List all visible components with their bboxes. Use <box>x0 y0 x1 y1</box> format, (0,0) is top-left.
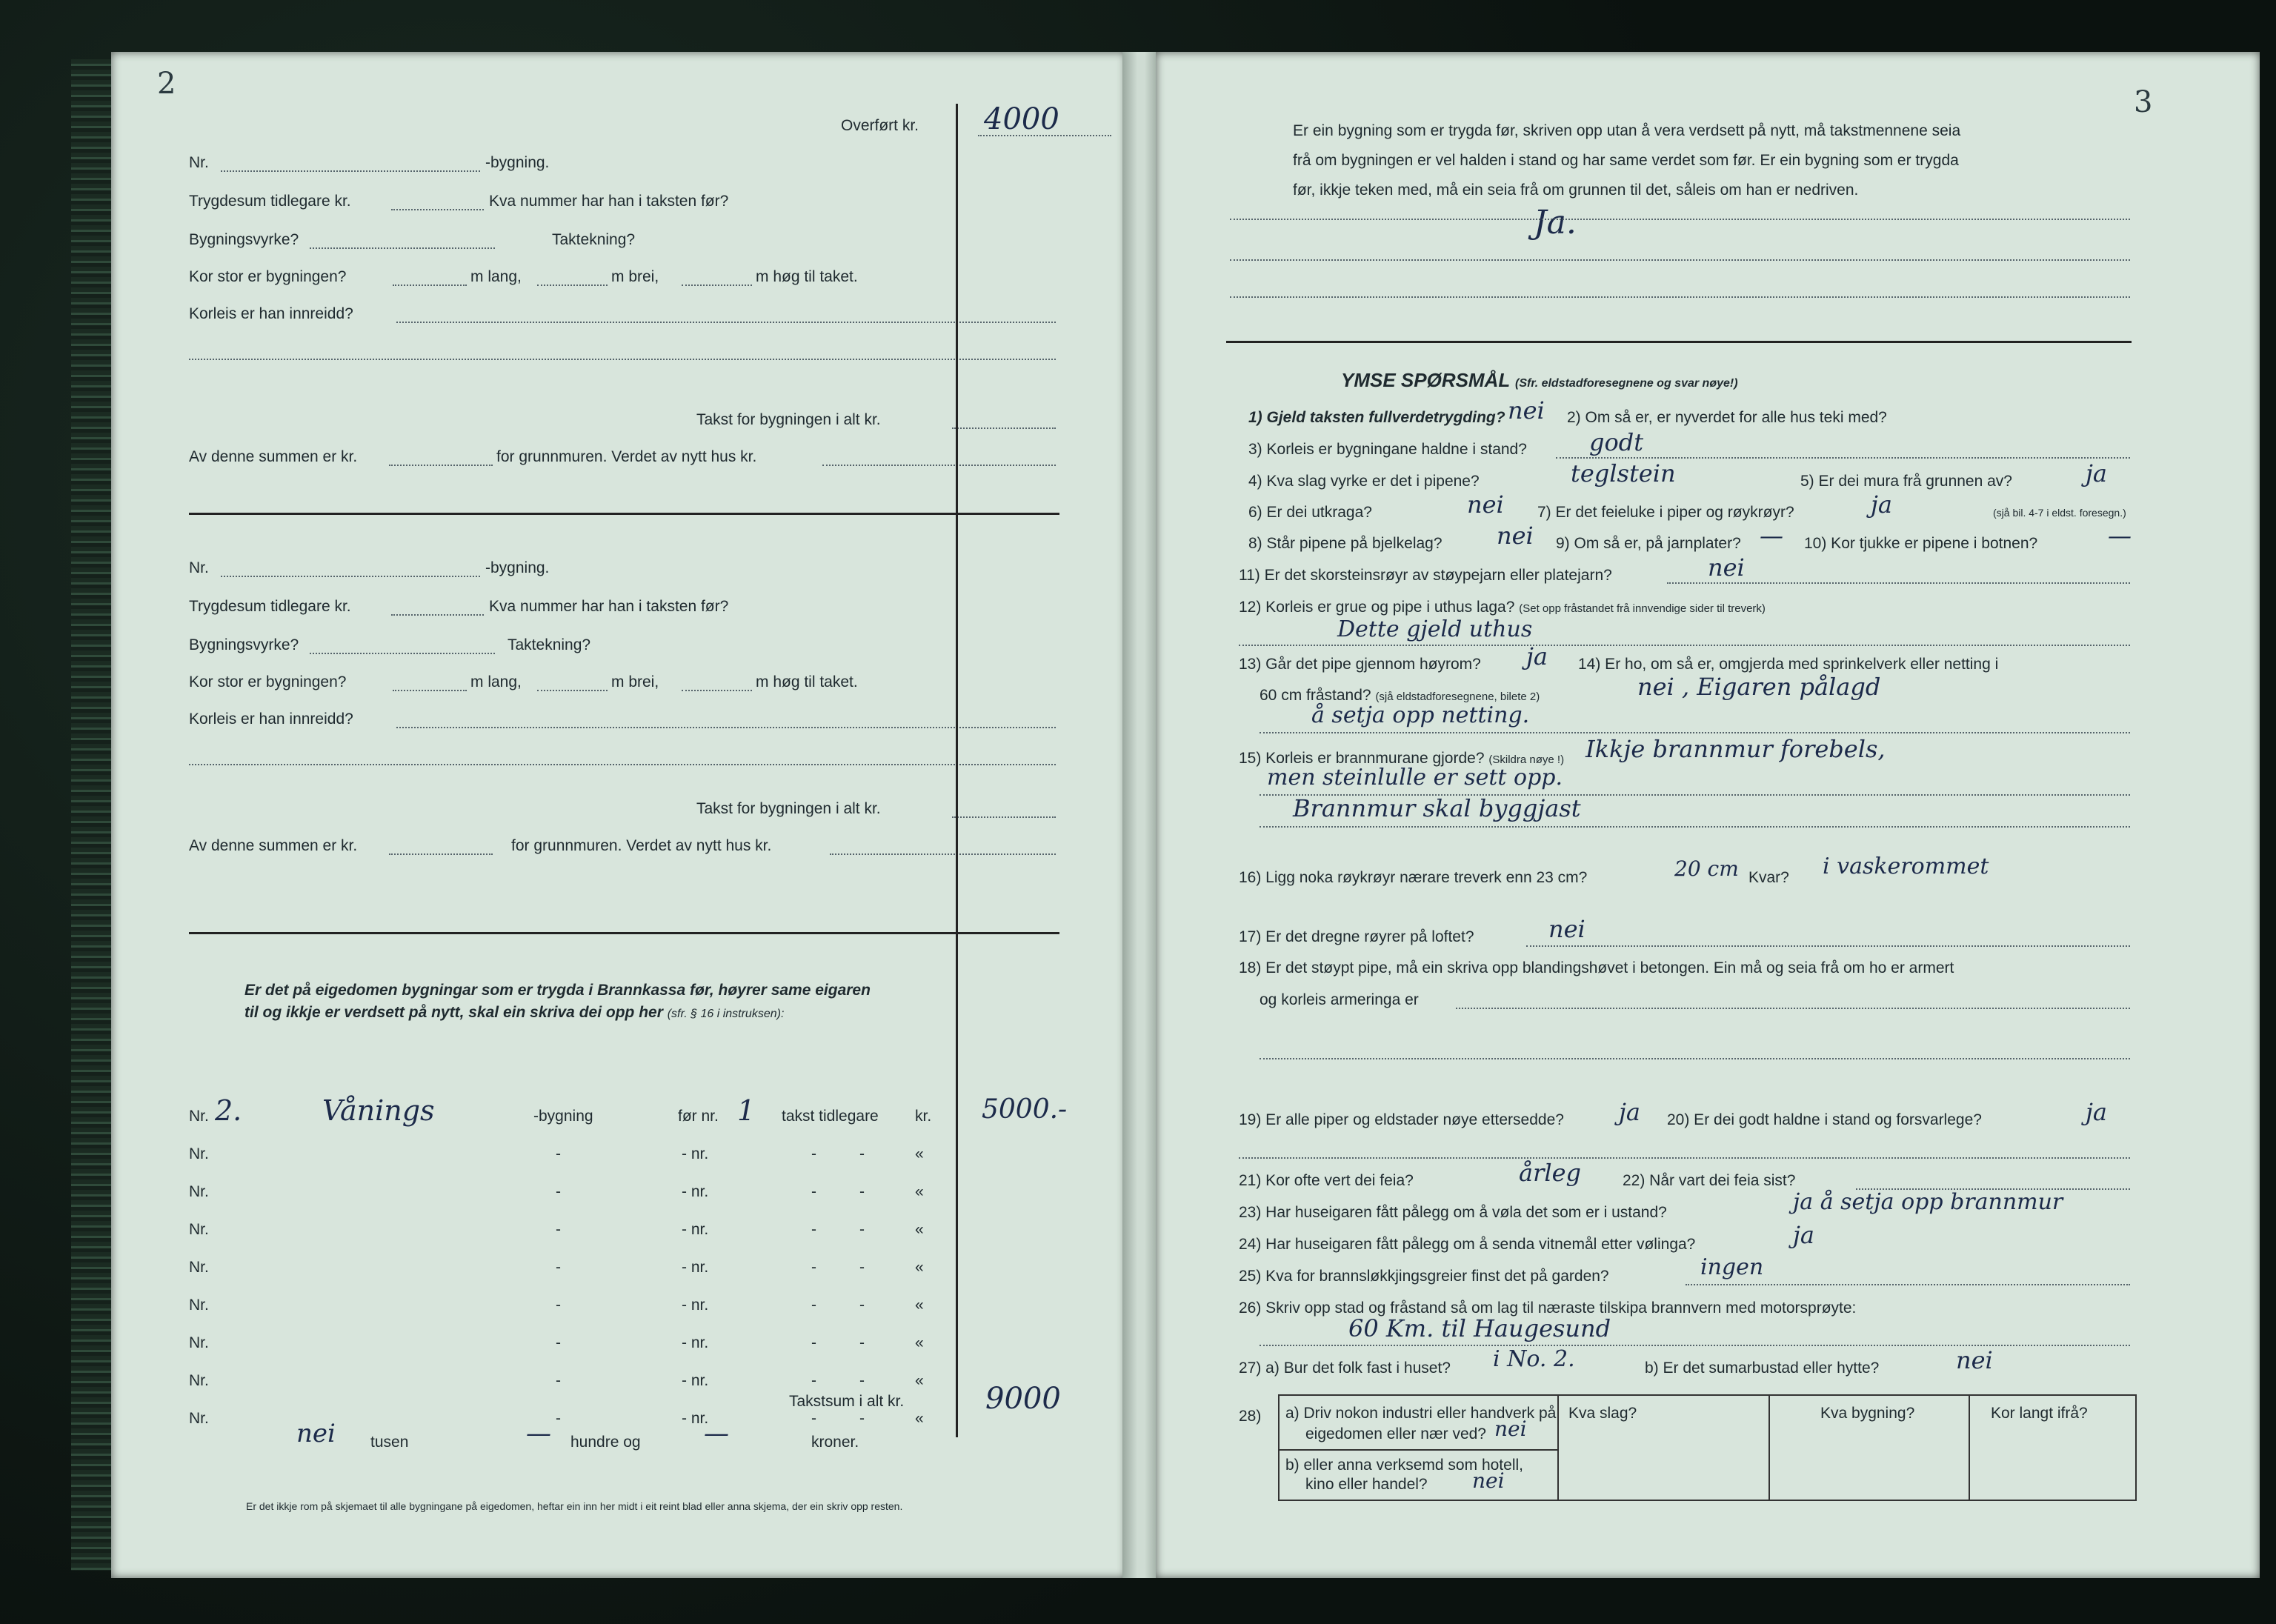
tusen-value: nei <box>296 1419 336 1448</box>
row-dash: - <box>811 1372 816 1389</box>
a21: årleg <box>1519 1159 1582 1187</box>
row-nr-label: Nr. <box>189 1145 209 1162</box>
b2-m-lang: m lang, <box>470 673 522 690</box>
b1-kva-nummer: Kva nummer har han i taksten før? <box>489 193 729 210</box>
a13: ja <box>1526 642 1548 670</box>
b1-m-hog: m høg til taket. <box>756 268 858 285</box>
a17: nei <box>1548 915 1585 943</box>
b2-nr: Nr. <box>189 559 209 576</box>
right-page <box>1156 52 2260 1578</box>
b1-m-brei: m brei, <box>611 268 659 285</box>
row-dash: - <box>859 1297 865 1314</box>
row-nr-label: Nr. <box>189 1183 209 1200</box>
row-dash: - <box>811 1334 816 1351</box>
q25: 25) Kva for brannsløkkjingsgreier finst det på garden? <box>1239 1268 1609 1285</box>
b2-kor-stor: Kor stor er bygningen? <box>189 673 347 690</box>
q18: 18) Er det støypt pipe, må ein skriva opp blandingshøvet i betongen. Ein må og seia frå om ho er armert <box>1239 959 1954 976</box>
col-kva-slag: Kva slag? <box>1568 1405 1637 1422</box>
row-bygning-label: -bygning <box>533 1108 593 1125</box>
b2-grunnmur: for grunnmuren. Verdet av nytt hus kr. <box>511 837 772 854</box>
row-nr-label: Nr. <box>189 1108 209 1125</box>
row-nr-label: Nr. <box>189 1297 209 1314</box>
intro-line-1: Er ein bygning som er trygda før, skriven opp utan å vera verdsett på nytt, må takstmennene seia <box>1293 122 1961 139</box>
row-nr-short: - nr. <box>682 1259 709 1276</box>
page-number-right: 3 <box>2134 85 2153 119</box>
row-quote: « <box>915 1297 924 1314</box>
a16b: i vaskerommet <box>1823 853 1989 879</box>
row-quote: « <box>915 1372 924 1389</box>
a3: godt <box>1589 428 1644 456</box>
b1-m-lang: m lang, <box>470 268 522 285</box>
a14b: å setja opp netting. <box>1311 702 1530 728</box>
b2-bygning: -bygning. <box>485 559 550 576</box>
row-quote: « <box>915 1334 924 1351</box>
row-nr-short: - nr. <box>682 1334 709 1351</box>
q14: 14) Er ho, om så er, omgjerda med sprinkelverk eller netting i <box>1578 656 1999 673</box>
row-quote: « <box>915 1410 924 1427</box>
b2-av-denne: Av denne summen er kr. <box>189 837 358 854</box>
kroner-value: — <box>704 1419 729 1448</box>
q13: 13) Går det pipe gjennom høyrom? <box>1239 656 1481 673</box>
intro-answer: Ja. <box>1534 204 1577 242</box>
q27b: b) Er det sumarbustad eller hytte? <box>1645 1360 1880 1377</box>
col-kor-langt: Kor langt ifrå? <box>1991 1405 2088 1422</box>
divider-2 <box>189 932 1059 934</box>
hundre-value: — <box>526 1419 551 1448</box>
q28b-line1: b) eller anna verksemd som hotell, <box>1285 1457 1523 1474</box>
q7-note: (sjå bil. 4-7 i eldst. foresegn.) <box>1993 507 2126 519</box>
q28-number: 28) <box>1239 1408 1262 1425</box>
b2-m-hog: m høg til taket. <box>756 673 858 690</box>
row-dash: - <box>556 1145 561 1162</box>
a10: — <box>2108 522 2132 550</box>
row-nr-label: Nr. <box>189 1372 209 1389</box>
q28a-line1: a) Driv nokon industri eller handverk på <box>1285 1405 1557 1422</box>
q2: 2) Om så er, er nyverdet for alle hus teki med? <box>1567 409 1887 426</box>
row-dash: - <box>859 1145 865 1162</box>
row-nr-value: 2. <box>215 1094 242 1127</box>
q6: 6) Er dei utkraga? <box>1248 504 1372 521</box>
row-nr-short: - nr. <box>682 1372 709 1389</box>
row-dash: - <box>859 1334 865 1351</box>
b1-trygdesum: Trygdesum tidlegare kr. <box>189 193 351 210</box>
row-nr-short: - nr. <box>682 1145 709 1162</box>
a14: nei , Eigaren pålagd <box>1637 673 1881 701</box>
row-nr-label: Nr. <box>189 1410 209 1427</box>
q22: 22) Når vart dei feia sist? <box>1623 1172 1796 1189</box>
overfort-value: 4000 <box>984 102 1059 136</box>
q14b: 60 cm fråstand? (sjå eldstadforesegnene, bilete 2) <box>1260 687 1540 704</box>
row-dash: - <box>859 1410 865 1427</box>
q8: 8) Står pipene på bjelkelag? <box>1248 535 1443 552</box>
a15c: Brannmur skal byggjast <box>1293 794 1581 822</box>
row-dash: - <box>859 1259 865 1276</box>
b1-bygning: -bygning. <box>485 154 550 171</box>
a8: nei <box>1497 522 1534 550</box>
kroner-label: kroner. <box>811 1434 859 1451</box>
q1: 1) Gjeld taksten fullverdetrygding? <box>1248 409 1505 426</box>
a7: ja <box>1871 490 1892 519</box>
b1-takst: Takst for bygningen i alt kr. <box>696 411 881 428</box>
a19: ja <box>1619 1098 1640 1126</box>
b2-trygdesum: Trygdesum tidlegare kr. <box>189 598 351 615</box>
a5: ja <box>2086 459 2107 487</box>
left-page <box>111 52 1126 1578</box>
footer-note: Er det ikkje rom på skjemaet til alle bygningane på eigedomen, heftar ein inn her midt i eit reint blad eller anna skjema, der ein skriv opp resten. <box>246 1500 903 1512</box>
row-dash: - <box>859 1372 865 1389</box>
row-dash: - <box>556 1297 561 1314</box>
q28-table <box>1278 1394 2137 1501</box>
row-takst-label: takst tidlegare <box>782 1108 879 1125</box>
a26: 60 Km. til Haugesund <box>1348 1314 1611 1342</box>
a20: ja <box>2086 1098 2107 1126</box>
row-name-value: Vånings <box>322 1094 435 1127</box>
q7: 7) Er det feieluke i piper og røykrøyr? <box>1537 504 1794 521</box>
b2-takst: Takst for bygningen i alt kr. <box>696 800 881 817</box>
row-for-nr-label: før nr. <box>678 1108 719 1125</box>
a25: ingen <box>1700 1254 1764 1280</box>
row-dash: - <box>811 1183 816 1200</box>
row-quote: « <box>915 1183 924 1200</box>
row-kr-label: kr. <box>915 1108 932 1125</box>
b1-nr: Nr. <box>189 154 209 171</box>
b1-vyrke: Bygningsvyrke? <box>189 231 299 248</box>
a27b: nei <box>1956 1346 1993 1374</box>
q10: 10) Kor tjukke er pipene i botnen? <box>1804 535 2038 552</box>
q18b: og korleis armeringa er <box>1260 991 1419 1008</box>
a23: ja å setja opp brannmur <box>1793 1189 2063 1215</box>
q26: 26) Skriv opp stad og fråstand så om lag til næraste tilskipa brannvern med motorsprøyte: <box>1239 1299 1857 1317</box>
book-spine <box>1122 52 1159 1578</box>
divider-1 <box>189 513 1059 515</box>
row-dash: - <box>811 1145 816 1162</box>
row-dash: - <box>556 1334 561 1351</box>
row-quote: « <box>915 1259 924 1276</box>
q19: 19) Er alle piper og eldstader nøye ettersedde? <box>1239 1111 1564 1128</box>
row-dash: - <box>859 1221 865 1238</box>
row-nr-short: - nr. <box>682 1410 709 1427</box>
marbled-edge <box>71 59 113 1571</box>
q5: 5) Er dei mura frå grunnen av? <box>1800 473 2012 490</box>
q9: 9) Om så er, på jarnplater? <box>1556 535 1741 552</box>
q16: 16) Ligg noka røykrøyr nærare treverk enn 23 cm? <box>1239 869 1588 886</box>
amount-column-line <box>956 104 958 1437</box>
a4: teglstein <box>1571 459 1676 487</box>
row-dash: - <box>811 1297 816 1314</box>
row-dash: - <box>811 1221 816 1238</box>
a28a: nei <box>1494 1417 1527 1441</box>
row-dash: - <box>556 1259 561 1276</box>
b1-av-denne: Av denne summen er kr. <box>189 448 358 465</box>
b2-taktekning: Taktekning? <box>508 636 591 653</box>
a15b: men steinlulle er sett opp. <box>1267 765 1563 791</box>
b1-innreidd: Korleis er han innreidd? <box>189 305 353 322</box>
q23: 23) Har huseigaren fått pålegg om å vøla det som er i ustand? <box>1239 1204 1667 1221</box>
a9: — <box>1760 522 1783 550</box>
a27: i No. 2. <box>1493 1346 1575 1372</box>
row-for-nr-value: 1 <box>737 1094 756 1127</box>
b1-grunnmur: for grunnmuren. Verdet av nytt hus kr. <box>496 448 757 465</box>
b1-kor-stor: Kor stor er bygningen? <box>189 268 347 285</box>
col-kva-bygning: Kva bygning? <box>1820 1405 1915 1422</box>
q17: 17) Er det dregne røyrer på loftet? <box>1239 928 1474 945</box>
intro-line-2: frå om bygningen er vel halden i stand og har same verdet som før. Er ein bygning som er trygda <box>1293 152 1959 169</box>
a11: nei <box>1708 553 1745 582</box>
row-nr-label: Nr. <box>189 1221 209 1238</box>
a16: 20 cm <box>1674 856 1739 881</box>
row-quote: « <box>915 1221 924 1238</box>
list-intro-2: til og ikkje er verdsett på nytt, skal ein skriva dei opp her (sfr. § 16 i instruksen): <box>244 1004 785 1021</box>
a1: nei <box>1508 396 1545 425</box>
q16b: Kvar? <box>1748 869 1789 886</box>
row-dash: - <box>811 1259 816 1276</box>
row-dash: - <box>556 1372 561 1389</box>
b2-innreidd: Korleis er han innreidd? <box>189 710 353 728</box>
row-dash: - <box>556 1183 561 1200</box>
q4: 4) Kva slag vyrke er det i pipene? <box>1248 473 1480 490</box>
a28b: nei <box>1472 1468 1505 1493</box>
q28a-line2: eigedomen eller nær ved? <box>1305 1425 1486 1442</box>
b2-vyrke: Bygningsvyrke? <box>189 636 299 653</box>
right-divider <box>1226 341 2132 343</box>
q20: 20) Er dei godt haldne i stand og forsvarlege? <box>1667 1111 1982 1128</box>
a24: ja <box>1793 1221 1814 1249</box>
tusen-label: tusen <box>370 1434 409 1451</box>
takstsum-value: 9000 <box>985 1382 1061 1416</box>
row-dash: - <box>556 1221 561 1238</box>
q21: 21) Kor ofte vert dei feia? <box>1239 1172 1414 1189</box>
ymse-heading: YMSE SPØRSMÅL (Sfr. eldstadforesegnene og svar nøye!) <box>1341 369 1738 391</box>
a6: nei <box>1467 490 1504 519</box>
row-nr-short: - nr. <box>682 1183 709 1200</box>
row-dash: - <box>556 1410 561 1427</box>
row-dash: - <box>811 1410 816 1427</box>
list-intro-1: Er det på eigedomen bygningar som er trygda i Brannkassa før, høyrer same eigaren <box>244 982 871 999</box>
q28b-line2: kino eller handel? <box>1305 1476 1428 1493</box>
b2-m-brei: m brei, <box>611 673 659 690</box>
b2-kva-nummer: Kva nummer har han i taksten før? <box>489 598 729 615</box>
q12: 12) Korleis er grue og pipe i uthus laga? (Set opp fråstandet frå innvendige sider til treverk) <box>1239 599 1766 616</box>
row-nr-short: - nr. <box>682 1297 709 1314</box>
takstsum-label: Takstsum i alt kr. <box>789 1393 905 1410</box>
row-nr-short: - nr. <box>682 1221 709 1238</box>
page-number-left: 2 <box>157 67 176 101</box>
q11: 11) Er det skorsteinsrøyr av støypejarn eller platejarn? <box>1239 567 1612 584</box>
hundre-label: hundre og <box>570 1434 641 1451</box>
row-takst-value: 5000.- <box>982 1094 1068 1125</box>
row-nr-label: Nr. <box>189 1259 209 1276</box>
overfort-label: Overført kr. <box>841 117 919 134</box>
q3: 3) Korleis er bygningane haldne i stand? <box>1248 441 1527 458</box>
a15: Ikkje brannmur forebels, <box>1585 735 1886 763</box>
a12: Dette gjeld uthus <box>1337 616 1533 642</box>
b1-taktekning: Taktekning? <box>552 231 636 248</box>
row-quote: « <box>915 1145 924 1162</box>
intro-line-3: før, ikkje teken med, må ein seia frå om grunnen til det, såleis om han er nedriven. <box>1293 182 1859 199</box>
q15: 15) Korleis er brannmurane gjorde? (Skildra nøye !) <box>1239 750 1565 767</box>
row-nr-label: Nr. <box>189 1334 209 1351</box>
q27: 27) a) Bur det folk fast i huset? <box>1239 1360 1451 1377</box>
q24: 24) Har huseigaren fått pålegg om å senda vitnemål etter vølinga? <box>1239 1236 1696 1253</box>
row-dash: - <box>859 1183 865 1200</box>
